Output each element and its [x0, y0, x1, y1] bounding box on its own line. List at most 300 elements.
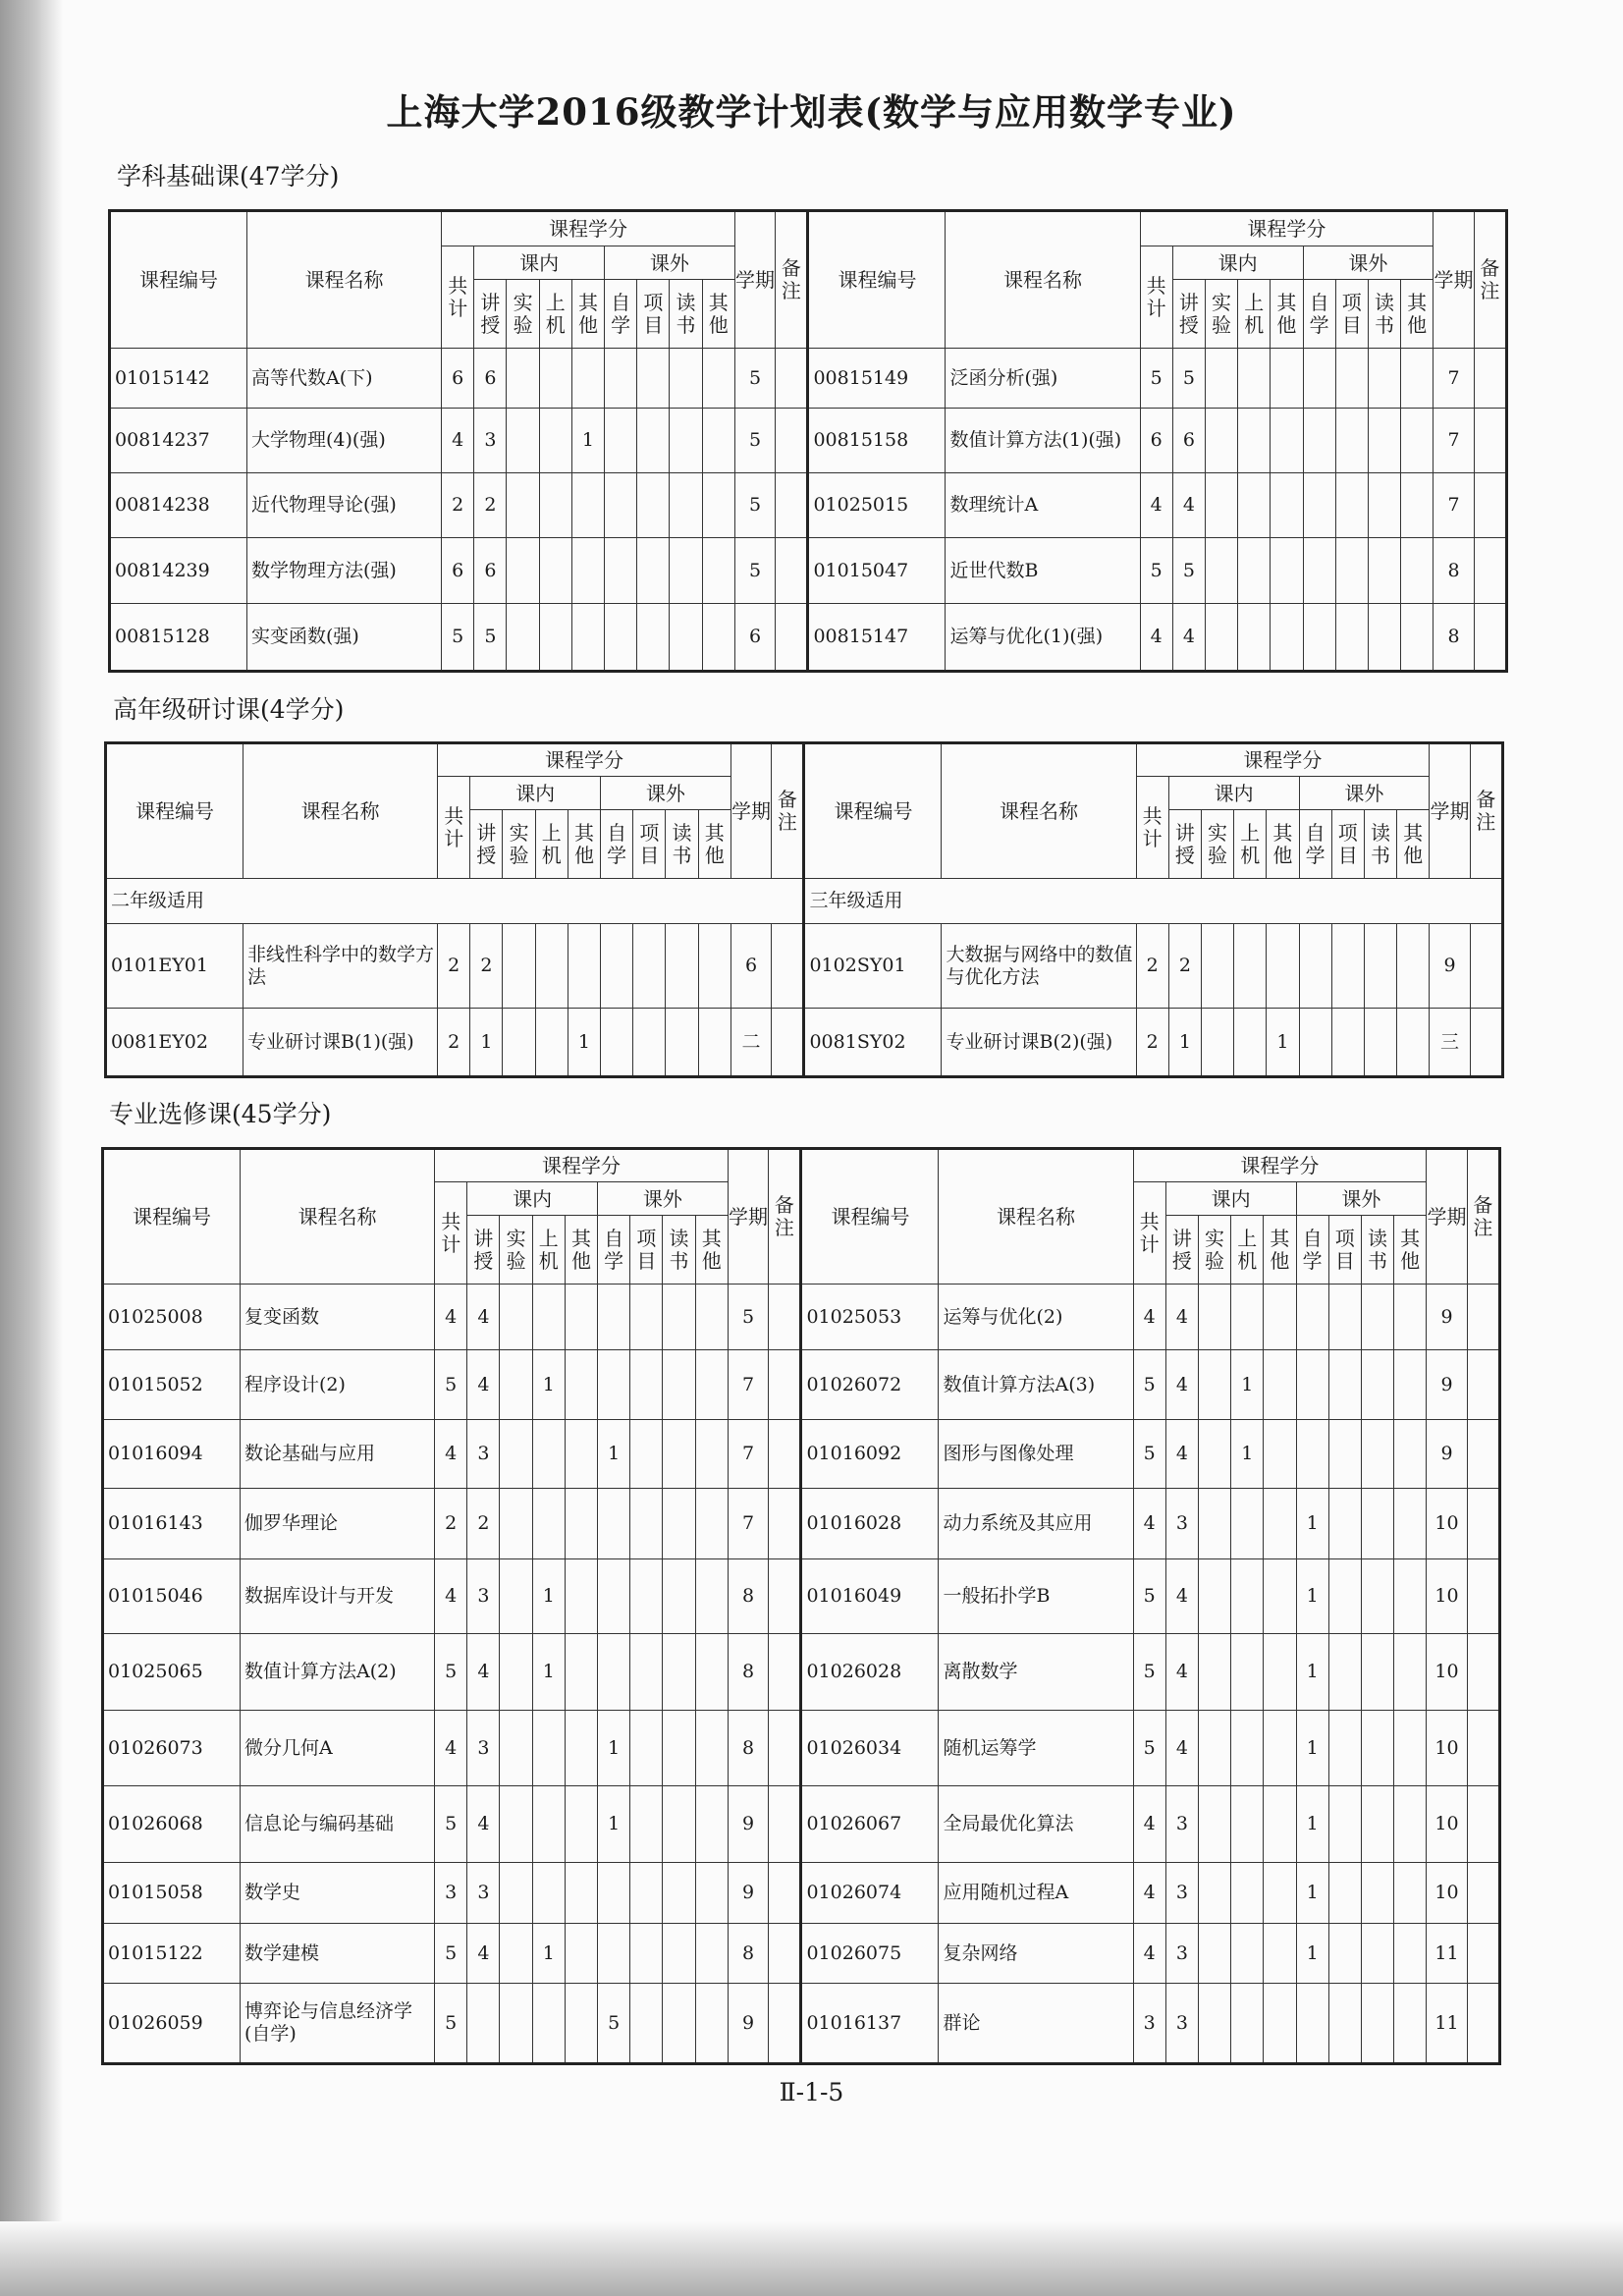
table-row — [103, 1786, 1500, 1863]
cell-other-out — [1394, 1420, 1427, 1489]
header-other-in: 其他 — [1271, 280, 1303, 349]
cell-other-in — [571, 538, 604, 604]
section-title-elective: 专业选修课(45学分) — [109, 1100, 332, 1128]
header-experiment: 实验 — [1205, 280, 1237, 349]
cell-experiment — [1205, 349, 1237, 409]
cell-term: 5 — [728, 1285, 768, 1350]
header-reading: 读书 — [666, 810, 698, 879]
cell-self-study — [605, 349, 637, 409]
cell-other-out — [695, 1285, 728, 1350]
cell-name: 微分几何A — [241, 1711, 435, 1786]
cell-name: 图形与图像处理 — [939, 1420, 1133, 1489]
cell-computer — [535, 924, 568, 1009]
cell-self-study — [598, 1559, 630, 1634]
cell-total: 5 — [442, 604, 474, 672]
header-other-in: 其他 — [1267, 810, 1299, 879]
cell-other-in — [1271, 349, 1303, 409]
cell-code: 01016094 — [103, 1420, 241, 1489]
cell-experiment — [1198, 1559, 1230, 1634]
cell-name: 近世代数B — [946, 538, 1140, 604]
cell-self-study — [1296, 1285, 1328, 1350]
header-row — [110, 211, 1507, 246]
table-row — [110, 349, 1507, 409]
cell-reading — [663, 1863, 695, 1924]
table-row — [103, 1285, 1500, 1350]
cell-experiment — [503, 1009, 535, 1077]
cell-computer — [1231, 1863, 1264, 1924]
cell-term: 9 — [728, 1786, 768, 1863]
cell-project — [1328, 1634, 1361, 1711]
cell-other-out — [702, 349, 734, 409]
cell-other-in — [1267, 924, 1299, 1009]
cell-computer — [1231, 1559, 1264, 1634]
cell-total: 6 — [442, 349, 474, 409]
cell-code: 01026074 — [801, 1863, 939, 1924]
cell-code: 00815147 — [808, 604, 946, 672]
cell-computer: 1 — [532, 1924, 565, 1984]
cell-code: 01016028 — [801, 1489, 939, 1559]
cell-term: 5 — [734, 409, 775, 473]
cell-self-study — [605, 604, 637, 672]
cell-total: 3 — [1133, 1984, 1165, 2064]
cell-self-study — [605, 473, 637, 538]
cell-total: 5 — [1133, 1634, 1165, 1711]
cell-name: 数值计算方法A(2) — [241, 1634, 435, 1711]
cell-total: 6 — [1140, 409, 1172, 473]
header-project: 项目 — [633, 810, 666, 879]
cell-term: 9 — [728, 1984, 768, 2064]
cell-reading — [663, 1285, 695, 1350]
cell-reading — [663, 1711, 695, 1786]
cell-note — [1467, 1350, 1499, 1420]
cell-code: 01026028 — [801, 1634, 939, 1711]
cell-reading — [1361, 1863, 1393, 1924]
cell-note — [776, 604, 808, 672]
cell-reading — [1361, 1924, 1393, 1984]
cell-code: 00814238 — [110, 473, 247, 538]
cell-note — [1474, 349, 1506, 409]
cell-other-in — [565, 1984, 597, 2064]
header-other-out: 其他 — [702, 280, 734, 349]
cell-total: 2 — [1136, 924, 1168, 1009]
cell-name: 离散数学 — [939, 1634, 1133, 1711]
cell-code: 01015142 — [110, 349, 247, 409]
cell-name: 数值计算方法A(3) — [939, 1350, 1133, 1420]
section-title-seminar: 高年级研讨课(4学分) — [113, 695, 345, 724]
cell-project — [1331, 1009, 1364, 1077]
cell-note — [1474, 604, 1506, 672]
cell-note — [1467, 1285, 1499, 1350]
cell-term: 7 — [1434, 409, 1474, 473]
cell-self-study — [598, 1285, 630, 1350]
cell-project — [1335, 473, 1368, 538]
cell-note — [1467, 1863, 1499, 1924]
header-experiment: 实验 — [507, 280, 539, 349]
cell-computer: 1 — [532, 1559, 565, 1634]
header-computer: 上机 — [532, 1216, 565, 1285]
header-project: 项目 — [1328, 1216, 1361, 1285]
header-experiment: 实验 — [500, 1216, 532, 1285]
cell-reading — [1368, 604, 1400, 672]
header-reading: 读书 — [1364, 810, 1396, 879]
cell-computer — [539, 538, 571, 604]
cell-reading — [1361, 1786, 1393, 1863]
cell-experiment — [1205, 409, 1237, 473]
header-lecture: 讲授 — [1168, 810, 1201, 879]
cell-self-study — [1303, 409, 1335, 473]
cell-other-out — [695, 1863, 728, 1924]
cell-experiment — [500, 1711, 532, 1786]
header-self-study: 自学 — [605, 280, 637, 349]
group-label-right: 三年级适用 — [804, 879, 1503, 924]
header-lecture: 讲授 — [470, 810, 503, 879]
cell-code: 01016049 — [801, 1559, 939, 1634]
cell-name: 运筹与优化(2) — [939, 1285, 1133, 1350]
cell-project — [630, 1863, 663, 1924]
table-row — [103, 1863, 1500, 1924]
table-row — [106, 924, 1503, 1009]
cell-name: 实变函数(强) — [247, 604, 442, 672]
cell-lecture: 4 — [1165, 1350, 1198, 1420]
table-row — [103, 1559, 1500, 1634]
cell-other-in — [1264, 1559, 1296, 1634]
foundation-course-table — [108, 209, 1508, 673]
cell-code: 01016092 — [801, 1420, 939, 1489]
cell-note — [772, 924, 804, 1009]
header-term: 学期 — [734, 211, 775, 349]
cell-self-study: 1 — [1296, 1634, 1328, 1711]
cell-term: 10 — [1427, 1786, 1467, 1863]
header-note: 备注 — [1467, 1149, 1499, 1285]
cell-lecture: 3 — [1165, 1924, 1198, 1984]
cell-other-in — [1264, 1924, 1296, 1984]
cell-self-study — [1296, 1350, 1328, 1420]
cell-reading — [670, 538, 702, 604]
cell-other-in: 1 — [1267, 1009, 1299, 1077]
cell-reading — [1368, 409, 1400, 473]
cell-name: 大学物理(4)(强) — [247, 409, 442, 473]
cell-total: 5 — [1140, 538, 1172, 604]
cell-lecture: 3 — [1165, 1489, 1198, 1559]
header-term: 学期 — [1430, 743, 1470, 879]
cell-lecture: 2 — [474, 473, 507, 538]
header-project: 项目 — [1331, 810, 1364, 879]
cell-lecture: 5 — [1172, 349, 1205, 409]
cell-lecture: 4 — [467, 1634, 500, 1711]
cell-name: 泛函分析(强) — [946, 349, 1140, 409]
cell-other-in — [571, 349, 604, 409]
cell-code: 01015052 — [103, 1350, 241, 1420]
header-self-study: 自学 — [1296, 1216, 1328, 1285]
cell-computer — [1238, 538, 1271, 604]
scan-binding-shadow — [0, 0, 63, 2296]
cell-term: 5 — [734, 349, 775, 409]
elective-course-table — [101, 1147, 1501, 2065]
cell-lecture: 5 — [1172, 538, 1205, 604]
cell-reading — [1368, 473, 1400, 538]
cell-lecture: 3 — [467, 1711, 500, 1786]
cell-experiment — [1198, 1863, 1230, 1924]
cell-project — [630, 1984, 663, 2064]
cell-project — [1328, 1420, 1361, 1489]
cell-name: 高等代数A(下) — [247, 349, 442, 409]
cell-reading — [670, 473, 702, 538]
cell-term: 10 — [1427, 1559, 1467, 1634]
cell-lecture: 2 — [1168, 924, 1201, 1009]
cell-computer — [1231, 1786, 1264, 1863]
cell-computer — [1238, 473, 1271, 538]
cell-experiment — [1198, 1984, 1230, 2064]
cell-term: 9 — [1427, 1420, 1467, 1489]
cell-other-in — [1264, 1786, 1296, 1863]
cell-lecture: 4 — [467, 1285, 500, 1350]
cell-note — [1470, 1009, 1502, 1077]
cell-term: 9 — [1427, 1350, 1467, 1420]
cell-reading — [663, 1559, 695, 1634]
cell-reading — [670, 604, 702, 672]
cell-other-in — [565, 1786, 597, 1863]
cell-experiment — [1205, 604, 1237, 672]
cell-total: 5 — [1140, 349, 1172, 409]
cell-project — [1328, 1489, 1361, 1559]
cell-term: 9 — [1427, 1285, 1467, 1350]
cell-lecture: 3 — [1165, 1984, 1198, 2064]
header-term: 学期 — [730, 743, 771, 879]
cell-other-out — [1401, 409, 1434, 473]
cell-computer: 1 — [1231, 1420, 1264, 1489]
cell-total: 5 — [1133, 1711, 1165, 1786]
header-out-class: 课外 — [601, 777, 731, 810]
cell-other-out — [1397, 924, 1430, 1009]
cell-computer — [1231, 1924, 1264, 1984]
cell-total: 6 — [442, 538, 474, 604]
cell-name: 大数据与网络中的数值与优化方法 — [942, 924, 1136, 1009]
cell-other-out — [695, 1350, 728, 1420]
cell-reading — [663, 1786, 695, 1863]
cell-self-study — [1303, 538, 1335, 604]
cell-other-in — [565, 1420, 597, 1489]
cell-project — [630, 1786, 663, 1863]
seminar-course-table — [104, 741, 1504, 1078]
cell-other-out — [695, 1634, 728, 1711]
cell-lecture: 6 — [474, 538, 507, 604]
header-note: 备注 — [776, 211, 808, 349]
cell-code: 01026059 — [103, 1984, 241, 2064]
cell-reading — [1361, 1285, 1393, 1350]
cell-computer — [532, 1711, 565, 1786]
header-course-code: 课程编号 — [804, 743, 942, 879]
cell-total: 2 — [435, 1489, 467, 1559]
header-total: 共计 — [1136, 777, 1168, 879]
cell-other-in — [1264, 1984, 1296, 2064]
cell-lecture: 3 — [467, 1420, 500, 1489]
cell-code: 0101EY01 — [106, 924, 243, 1009]
cell-other-in — [1264, 1711, 1296, 1786]
cell-name: 一般拓扑学B — [939, 1559, 1133, 1634]
cell-total: 4 — [1133, 1924, 1165, 1984]
cell-term: 二 — [730, 1009, 771, 1077]
cell-experiment — [500, 1924, 532, 1984]
cell-computer — [1238, 349, 1271, 409]
cell-code: 01015058 — [103, 1863, 241, 1924]
header-self-study: 自学 — [1303, 280, 1335, 349]
cell-reading — [1361, 1711, 1393, 1786]
header-note: 备注 — [1470, 743, 1502, 879]
cell-reading — [663, 1984, 695, 2064]
cell-name: 专业研讨课B(2)(强) — [942, 1009, 1136, 1077]
cell-other-out — [1394, 1924, 1427, 1984]
cell-other-in — [571, 604, 604, 672]
header-in-class: 课内 — [474, 246, 605, 280]
cell-note — [1474, 409, 1506, 473]
cell-self-study — [598, 1350, 630, 1420]
cell-experiment — [507, 349, 539, 409]
header-lecture: 讲授 — [467, 1216, 500, 1285]
cell-lecture: 4 — [1165, 1634, 1198, 1711]
cell-project — [1335, 409, 1368, 473]
header-computer: 上机 — [539, 280, 571, 349]
cell-computer — [539, 604, 571, 672]
cell-other-out — [695, 1924, 728, 1984]
header-experiment: 实验 — [1201, 810, 1233, 879]
cell-name: 数学物理方法(强) — [247, 538, 442, 604]
cell-code: 01015122 — [103, 1924, 241, 1984]
cell-term: 6 — [730, 924, 771, 1009]
cell-self-study — [1296, 1984, 1328, 2064]
cell-experiment — [500, 1984, 532, 2064]
cell-total: 4 — [1140, 604, 1172, 672]
header-total: 共计 — [1133, 1182, 1165, 1285]
page-title: 上海大学2016级教学计划表(数学与应用数学专业) — [386, 90, 1237, 134]
cell-reading — [1361, 1350, 1393, 1420]
cell-self-study: 1 — [1296, 1489, 1328, 1559]
header-other-in: 其他 — [1264, 1216, 1296, 1285]
cell-project — [633, 1009, 666, 1077]
cell-code: 01025015 — [808, 473, 946, 538]
cell-self-study — [1303, 473, 1335, 538]
table-row — [103, 1711, 1500, 1786]
cell-term: 8 — [1434, 604, 1474, 672]
cell-term: 8 — [728, 1924, 768, 1984]
cell-other-in — [565, 1711, 597, 1786]
cell-self-study — [1303, 604, 1335, 672]
cell-term: 7 — [728, 1489, 768, 1559]
cell-other-out — [1401, 349, 1434, 409]
cell-total: 4 — [435, 1711, 467, 1786]
header-reading: 读书 — [1361, 1216, 1393, 1285]
cell-computer — [532, 1786, 565, 1863]
cell-computer — [1231, 1711, 1264, 1786]
cell-note — [769, 1634, 801, 1711]
header-computer: 上机 — [1231, 1216, 1264, 1285]
table-row — [110, 473, 1507, 538]
cell-other-in — [565, 1924, 597, 1984]
header-total: 共计 — [442, 246, 474, 349]
cell-computer — [1231, 1984, 1264, 2064]
cell-other-out — [698, 924, 730, 1009]
cell-code: 0081EY02 — [106, 1009, 243, 1077]
cell-lecture: 3 — [467, 1559, 500, 1634]
cell-project — [1328, 1711, 1361, 1786]
header-in-class: 课内 — [1168, 777, 1299, 810]
cell-self-study: 1 — [1296, 1711, 1328, 1786]
header-course-name: 课程名称 — [243, 743, 438, 879]
cell-other-out — [695, 1711, 728, 1786]
header-other-out: 其他 — [698, 810, 730, 879]
cell-project — [630, 1924, 663, 1984]
cell-computer — [532, 1420, 565, 1489]
cell-lecture — [467, 1984, 500, 2064]
cell-other-in — [1264, 1489, 1296, 1559]
cell-computer — [1231, 1285, 1264, 1350]
cell-other-in — [1271, 604, 1303, 672]
cell-code: 0102SY01 — [804, 924, 942, 1009]
header-course-code: 课程编号 — [110, 211, 247, 349]
cell-name: 数论基础与应用 — [241, 1420, 435, 1489]
cell-project — [1335, 538, 1368, 604]
header-lecture: 讲授 — [1172, 280, 1205, 349]
header-project: 项目 — [630, 1216, 663, 1285]
cell-self-study — [601, 1009, 633, 1077]
cell-experiment — [507, 409, 539, 473]
cell-computer — [1234, 1009, 1267, 1077]
cell-other-in — [571, 473, 604, 538]
cell-self-study: 1 — [598, 1420, 630, 1489]
cell-note — [1467, 1984, 1499, 2064]
cell-total: 5 — [435, 1924, 467, 1984]
cell-other-out — [1394, 1711, 1427, 1786]
cell-note — [769, 1489, 801, 1559]
cell-note — [1467, 1786, 1499, 1863]
table-row — [103, 1634, 1500, 1711]
cell-project — [1328, 1924, 1361, 1984]
header-course-credits: 课程学分 — [1140, 211, 1434, 246]
cell-name: 应用随机过程A — [939, 1863, 1133, 1924]
cell-note — [776, 538, 808, 604]
table-row — [103, 1984, 1500, 2064]
header-course-credits: 课程学分 — [1133, 1149, 1427, 1182]
cell-experiment — [1205, 538, 1237, 604]
table-row — [103, 1350, 1500, 1420]
cell-reading — [670, 349, 702, 409]
cell-total: 5 — [1133, 1350, 1165, 1420]
cell-lecture: 5 — [474, 604, 507, 672]
cell-lecture: 4 — [1165, 1285, 1198, 1350]
cell-note — [1474, 538, 1506, 604]
cell-total: 4 — [1133, 1863, 1165, 1924]
header-course-name: 课程名称 — [939, 1149, 1133, 1285]
cell-term: 5 — [734, 538, 775, 604]
cell-name: 群论 — [939, 1984, 1133, 2064]
cell-name: 博弈论与信息经济学(自学) — [241, 1984, 435, 2064]
cell-name: 全局最优化算法 — [939, 1786, 1133, 1863]
cell-code: 01026034 — [801, 1711, 939, 1786]
table-row — [110, 604, 1507, 672]
cell-name: 数理统计A — [946, 473, 1140, 538]
cell-other-in — [1271, 409, 1303, 473]
cell-reading — [666, 1009, 698, 1077]
cell-self-study: 5 — [598, 1984, 630, 2064]
cell-note — [769, 1924, 801, 1984]
cell-other-in: 1 — [571, 409, 604, 473]
cell-code: 01026068 — [103, 1786, 241, 1863]
cell-lecture: 2 — [467, 1489, 500, 1559]
cell-total: 5 — [435, 1984, 467, 2064]
header-in-class: 课内 — [1165, 1182, 1296, 1216]
cell-other-in — [1264, 1863, 1296, 1924]
cell-other-in — [565, 1634, 597, 1711]
cell-total: 4 — [1133, 1786, 1165, 1863]
